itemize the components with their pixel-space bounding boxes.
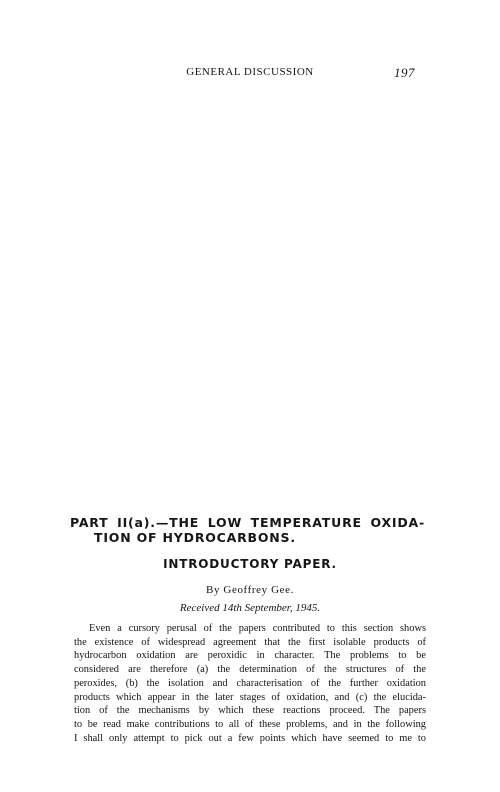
body-paragraph (74, 622, 426, 745)
paper-subtitle: INTRODUCTORY PAPER. (163, 557, 337, 571)
running-title: GENERAL DISCUSSION (186, 66, 314, 78)
running-header (0, 66, 500, 82)
body-line: Even a cursory perusal of the papers contributed to this section shows (89, 623, 426, 634)
body-line: I shall only attempt to pick out a few points which have seemed to me to (74, 732, 426, 744)
body-line: tion of the mechanisms by which these reactions proceed. The papers (74, 705, 426, 717)
body-line: the existence of widespread agreement that the first isolable products of (74, 636, 426, 648)
body-line: hydrocarbon oxidation are peroxidic in character. The problems to be (74, 650, 426, 662)
part-title-line-2: TION OF HYDROCARBONS. (94, 530, 296, 545)
author-byline: By Geoffrey Gee. (206, 584, 294, 596)
body-line: products which appear in the later stages of oxidation, and (c) the elucida- (74, 691, 426, 703)
part-title-line-1: PART II(a).—THE LOW TEMPERATURE OXIDA- (70, 515, 425, 530)
part-title (70, 515, 425, 545)
page-number: 197 (394, 65, 415, 80)
body-line: peroxides, (b) the isolation and characterisation of the further oxidation (74, 677, 426, 689)
received-date: Received 14th September, 1945. (179, 602, 321, 614)
body-line: to be read make contributions to all of these problems, and in the following (74, 718, 426, 730)
body-line: considered are therefore (a) the determination of the structures of the (74, 664, 426, 676)
